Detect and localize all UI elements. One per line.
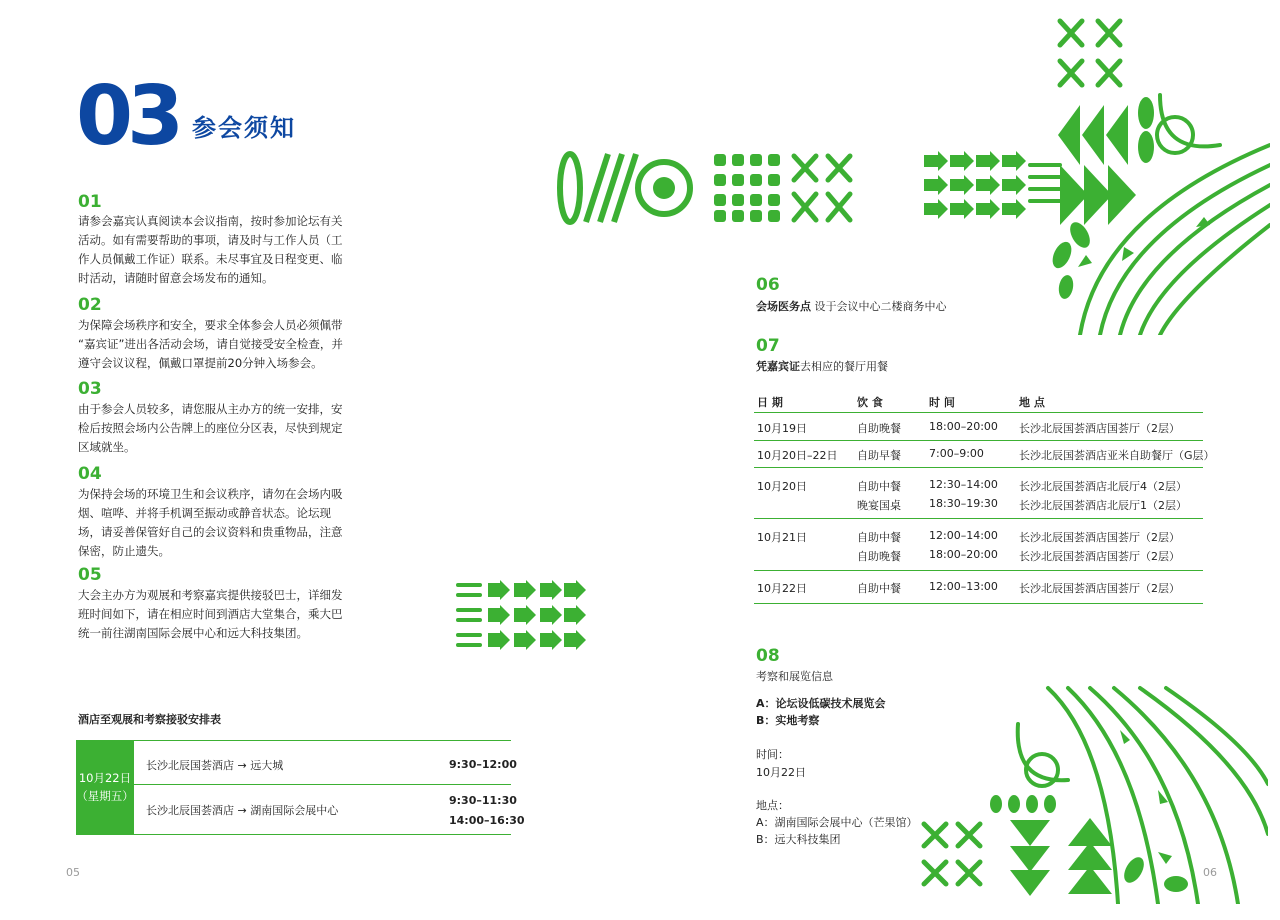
table-cell: 长沙北辰国荟酒店北辰厅1（2层） [1019,499,1187,512]
time-value: 10月22日 [756,766,806,779]
item-number: 06 [756,275,780,295]
table-cell: 10月19日 [757,422,807,435]
table-cell: 18:00–20:00 [929,548,998,561]
table-header: 时 间 [929,396,955,409]
divider [754,412,1203,413]
table-cell: 7:00–9:00 [929,447,984,460]
item-paragraph: 请参会嘉宾认真阅读本会议指南，按时参加论坛有关 活动。如有需要帮助的事项，请及时与工作人员（工 作人员佩戴工作证）联系。未尽事宜及日程变更、临 时活动，请随时留意会场发布的通知。 [78,214,343,285]
medical-point-location: 设于会议中心二楼商务中心 [811,300,947,313]
table-cell: 12:00–14:00 [929,529,998,542]
shuttle-time: 9:30–11:30 [449,794,517,807]
table-cell: 18:00–20:00 [929,420,998,433]
item-number: 01 [78,192,102,212]
item-number: 03 [78,379,102,399]
item-paragraph: 由于参会人员较多，请您服从主办方的统一安排，安 检后按照会场内公告牌上的座位分区表，尽快到规定 区域就坐。 [78,402,343,454]
item-number: 07 [756,336,780,356]
table-cell: 自助中餐 [857,531,901,544]
exhibition-option-b: B：实地考察 [756,714,820,727]
shuttle-route: 长沙北辰国荟酒店 → 湖南国际会展中心 [146,804,339,817]
table-cell: 10月20日 [757,480,807,493]
table-cell: 10月21日 [757,531,807,544]
divider [754,440,1203,441]
item-number: 05 [78,565,102,585]
divider [754,603,1203,604]
divider [76,834,511,835]
divider [134,784,511,785]
item-paragraph: 为保持会场的环境卫生和会议秩序，请勿在会场内吸 烟、喧哗、并将手机调至振动或静音状态。论坛现 场，请妥善保管好自己的会议资料和贵重物品，注意 保密，防止遗失。 [78,487,343,558]
table-cell: 长沙北辰国荟酒店国荟厅（2层） [1019,582,1180,595]
shuttle-date: 10月22日 [78,771,132,785]
table-cell: 长沙北辰国荟酒店亚米自助餐厅（G层） [1019,449,1215,462]
table-cell: 长沙北辰国荟酒店国荟厅（2层） [1019,550,1180,563]
section-title: 参会须知 [192,114,296,142]
divider [76,740,511,741]
top-pattern-decoration [556,150,866,226]
table-cell: 自助中餐 [857,582,901,595]
item-number: 04 [78,464,102,484]
medical-point-label: 会场医务点 [756,300,811,313]
divider [754,467,1203,468]
table-cell: 自助中餐 [857,480,901,493]
divider [754,518,1203,519]
table-cell: 10月22日 [757,582,807,595]
item-number: 08 [756,646,780,666]
shuttle-route: 长沙北辰国荟酒店 → 远大城 [146,759,284,772]
exhibition-subtitle: 考察和展览信息 [756,670,833,683]
dining-intro [756,358,888,374]
item-paragraph: 为保障会场秩序和安全，要求全体参会人员必须佩带 “嘉宾证”进出各活动会场，请自觉接受安全检查，并 遵守会议议程，佩戴口罩提前20分钟入场参会。 [78,318,343,370]
place-label: 地点： [756,799,789,812]
table-cell: 18:30–19:30 [929,497,998,510]
table-cell: 10月20日–22日 [757,449,838,462]
page-number: 05 [66,866,80,879]
table-header: 日 期 [757,396,783,409]
table-cell: 自助早餐 [857,449,901,462]
shuttle-weekday: （星期五） [76,789,134,803]
divider [754,570,1203,571]
table-cell: 12:30–14:00 [929,478,998,491]
table-header: 地 点 [1019,396,1045,409]
table-cell: 长沙北辰国荟酒店国荟厅（2层） [1019,531,1180,544]
shuttle-date-cell [76,740,134,834]
table-cell: 自助晚餐 [857,550,901,563]
table-cell: 12:00–13:00 [929,580,998,593]
table-cell: 自助晚餐 [857,422,901,435]
time-label: 时间： [756,748,789,761]
shuttle-time: 9:30–12:00 [449,758,517,771]
place-b: B：远大科技集团 [756,833,841,846]
corner-arc-decoration [920,15,1270,335]
arrow-pattern-decoration [456,580,586,654]
dining-intro-text: 去相应的餐厅用餐 [800,360,888,373]
table-header: 饮 食 [857,396,883,409]
shuttle-time: 14:00–16:30 [449,814,525,827]
dining-intro-label: 凭嘉宾证 [756,360,800,373]
exhibition-option-a: A：论坛设低碳技术展览会 [756,697,886,710]
place-a: A：湖南国际会展中心（芒果馆） [756,816,918,829]
shuttle-table-title: 酒店至观展和考察接驳安排表 [78,713,221,726]
section-number: 03 [76,69,179,164]
medical-point-text [756,298,947,314]
table-cell: 长沙北辰国荟酒店国荟厅（2层） [1019,422,1180,435]
item-number: 02 [78,295,102,315]
page-number: 06 [1203,866,1217,879]
table-cell: 晚宴国桌 [857,499,901,512]
item-paragraph: 大会主办方为观展和考察嘉宾提供接驳巴士，详细发 班时间如下，请在相应时间到酒店大堂集合，乘大巴 统一前往湖南国际会展中心和远大科技集团。 [78,588,343,640]
table-cell: 长沙北辰国荟酒店北辰厅4（2层） [1019,480,1187,493]
